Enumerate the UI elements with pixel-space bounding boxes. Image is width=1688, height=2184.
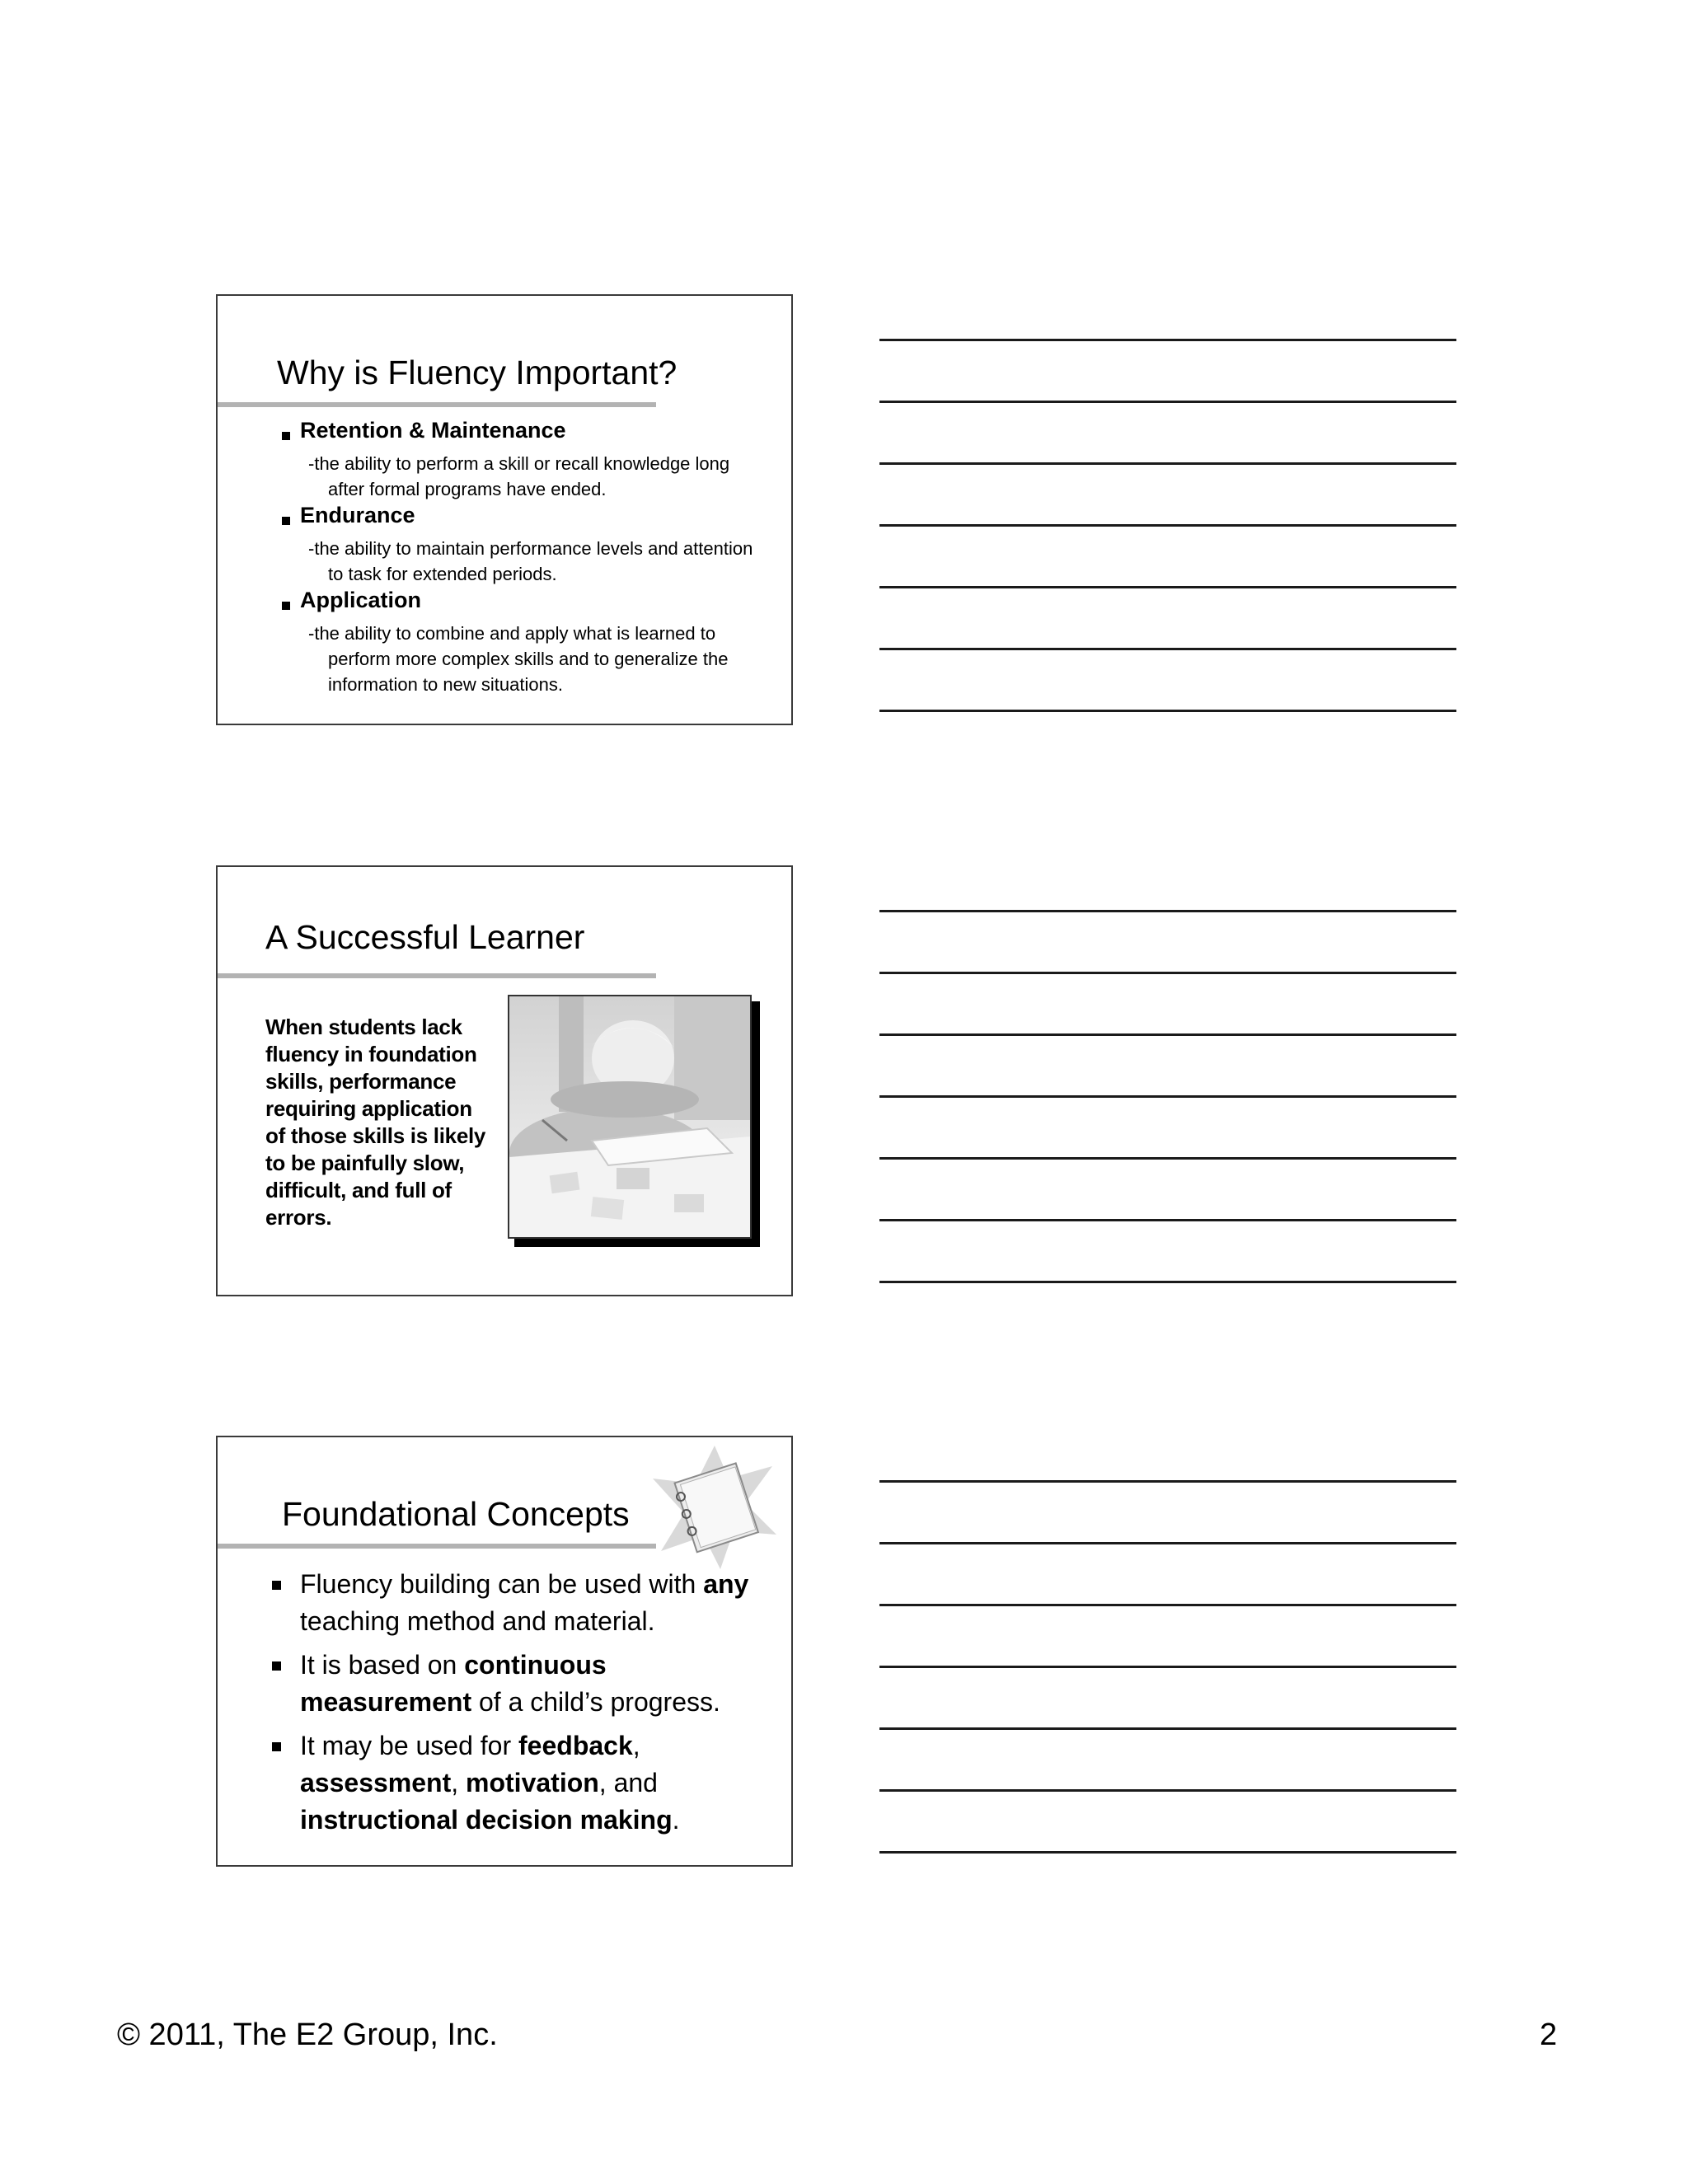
note-line [879, 401, 1456, 403]
copyright-footer: © 2011, The E2 Group, Inc. [117, 2018, 498, 2052]
note-line [879, 1095, 1456, 1098]
note-line [879, 1666, 1456, 1668]
note-line [879, 972, 1456, 974]
note-line [879, 1480, 1456, 1483]
bullet-square-icon [272, 1742, 281, 1751]
note-line [879, 339, 1456, 341]
bullet-square-icon [272, 1581, 281, 1590]
bullet-description: -the ability to maintain performance levels and attention to task for extended periods. [308, 538, 753, 584]
title-underline [218, 1544, 656, 1549]
slide-title: A Successful Learner [265, 918, 585, 956]
bullet-square-icon [282, 602, 290, 610]
note-line [879, 462, 1456, 465]
note-line [879, 710, 1456, 712]
note-line [879, 524, 1456, 527]
slide-body-text: When students lack fluency in foundation skills, performance requiring application of those skills is likely to be painfully slow, difficult, and full of errors. [265, 1015, 486, 1230]
bullet-square-icon [282, 517, 290, 525]
note-line [879, 586, 1456, 588]
note-line [879, 1033, 1456, 1036]
note-line [879, 1789, 1456, 1792]
bullet-description: -the ability to combine and apply what is learned to perform more complex skills and to generalize the information to new situations. [308, 623, 729, 695]
note-line [879, 910, 1456, 912]
slide-why-fluency-important [216, 294, 793, 725]
note-line [879, 648, 1456, 650]
bullet-square-icon [272, 1661, 281, 1671]
notebook-starburst-icon [653, 1446, 776, 1569]
note-line [879, 1604, 1456, 1606]
slide-title: Foundational Concepts [282, 1495, 630, 1533]
slide-title: Why is Fluency Important? [277, 354, 678, 391]
bullet-heading: Retention & Maintenance [300, 418, 566, 443]
bullet-description: -the ability to perform a skill or recall knowledge long after formal programs have ended. [308, 453, 730, 499]
boy-writing-photo [508, 995, 752, 1239]
slide-successful-learner [216, 865, 793, 1296]
title-underline [218, 402, 656, 407]
note-line [879, 1542, 1456, 1544]
bullet-continuous-measurement: It is based on continuous measurement of a child’s progress. [300, 1650, 720, 1717]
bullet-square-icon [282, 432, 290, 440]
note-line [879, 1281, 1456, 1283]
note-line [879, 1157, 1456, 1160]
slide-foundational-concepts [216, 1436, 793, 1867]
note-line [879, 1727, 1456, 1730]
title-underline [218, 973, 656, 978]
bullet-uses: It may be used for feedback, assessment, motivation, and instructional decision making. [300, 1731, 680, 1835]
page-number: 2 [1540, 2018, 1558, 2052]
bullet-any-method: Fluency building can be used with any teaching method and material. [300, 1569, 749, 1636]
bullet-heading: Application [300, 588, 421, 612]
bullet-heading: Endurance [300, 503, 415, 527]
note-line [879, 1851, 1456, 1854]
note-line [879, 1219, 1456, 1221]
